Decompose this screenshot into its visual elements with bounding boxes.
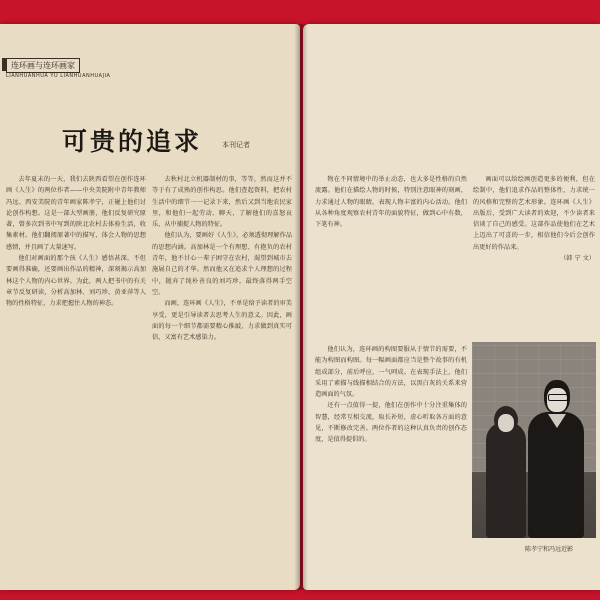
paragraph: 物在不同情境中的举止动态，也大多是性格的自然流露。他们在描绘人物的时候，特别注意眼神的刻画，力求通过人物的眼睛，表现人物丰富的内心活动。他们从各种角度观察农村青年的面貌特征，做到心中有数，下笔有神。 <box>315 176 467 229</box>
right-page <box>303 24 600 590</box>
article-byline: 本刊记者 <box>222 141 250 149</box>
paragraph: 而画，连环画《人生》，不单是给予读者的审美享受，更是引导读者去思考人生的意义。因此，画面的每一个细节都需要精心推敲，力求做到真实可信，又富有艺术感染力。 <box>152 300 292 342</box>
paragraph: 他们认为，连环画的构图要服从于情节的需要，不能为构图而构图。每一幅画面都应当是整个故事的有机组成部分，前后呼应，一气呵成。在表现手法上，他们采用了素描与线描相结合的方法，以黑白灰的关系来营造画面的气氛。 <box>315 346 467 399</box>
article-title: 可贵的追求 <box>62 127 203 156</box>
left-column-2 <box>152 174 292 569</box>
section-label: 连环画与连环画家 <box>6 58 80 73</box>
glasses-icon <box>548 394 568 401</box>
right-column-1-continued <box>315 344 467 574</box>
paragraph: 画面可以给绘画创造更多的便利，但在绘制中，他们追求作品的整体性，力求统一的风格和完整的艺术形象。连环画《人生》出版后，受到广大读者的欢迎，不少读者来信谈了自己的感受。这部作品使他们在艺术上迈出了可喜的一步，相信他们今后会创作出更好的作品来。 <box>473 176 595 251</box>
photo-person-left-face <box>498 414 514 432</box>
paragraph: 去年夏末的一天，我们去陕西看望在创作连环画《人生》的两位作者——中央美院附中青年教师冯远、西安美院的青年画家陈孝宁，正碰上他们讨论创作构想。这是一部大型画册，他们反复研究原著，曾多次到书中写到的陕北农村去体验生活，收集素材。他们翻阅原著中的描写，体会人物的思想感情，并且画了大量速写。 <box>6 176 146 251</box>
right-column-1 <box>315 174 467 344</box>
right-column-2 <box>473 174 595 334</box>
left-page <box>0 24 300 590</box>
paragraph: 还有一点值得一提，他们在创作中十分注重集体的智慧，经常互相交流，取长补短，虚心听取各方面的意见，不断修改完善。两位作者的这种认真负责的创作态度，是值得提倡的。 <box>315 402 467 444</box>
paragraph: 去秋村北立机器制材的事，等等，然而这并不等于有了成熟的创作构思。他们查起资料，把农村生活中的细节一一记录下来，然后又到当地农民家里，和他们一起劳动、聊天，了解他们的喜怒哀乐，从中捕捉人物的特征。 <box>152 176 292 229</box>
open-magazine <box>0 24 600 590</box>
portrait-photo <box>472 342 596 538</box>
paragraph: 他们对画面的那个孩《人生》感悟甚深，不但要画得准确，还要画出作品的精神，深刻揭示高加林这个人物的内心世界。为此，两人把书中的有关章节反复研读，分析高加林、刘巧珍、黄亚萍等人物的性格特征，力求把握住人物的神态。 <box>6 255 146 308</box>
paragraph: 他们认为，要画好《人生》，必须透彻理解作品的思想内涵。高加林是一个有理想、有抱负的农村青年，他不甘心一辈子困守在农村，渴望到城市去施展自己的才华。然而他又在追求个人理想的过程中，抛弃了纯朴善良的刘巧珍，最终落得两手空空。 <box>152 232 292 296</box>
photo-caption: 陈孝宁和冯远近影 <box>525 546 574 553</box>
photo-person-right <box>528 412 584 538</box>
section-header <box>6 58 156 84</box>
photo-person-left <box>486 422 526 538</box>
section-pinyin: LIANHUANHUA YU LIANHUANHUAJIA <box>6 73 111 79</box>
end-mark: （韩 宁 文） <box>560 255 595 263</box>
left-column-1 <box>6 174 146 559</box>
